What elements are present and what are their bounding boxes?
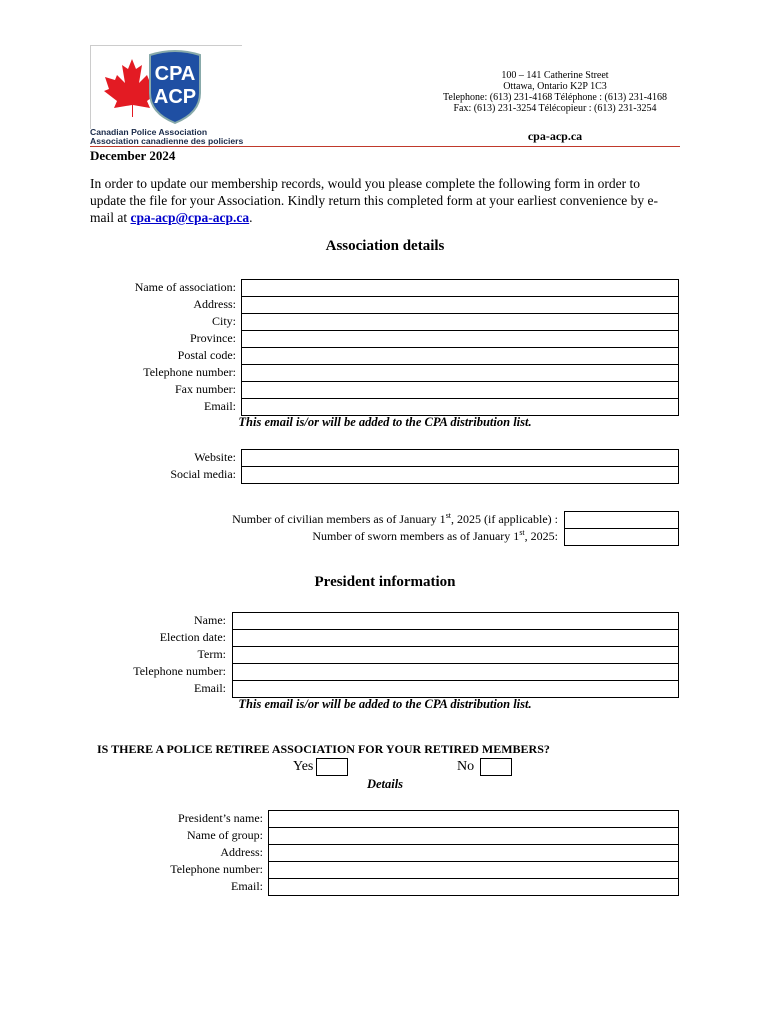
president-email-note: This email is/or will be added to the CPA distribution list. [238, 697, 532, 711]
svg-text:CPA: CPA [154, 63, 196, 85]
president-label-name: Name: [194, 613, 226, 627]
letter-date: December 2024 [90, 148, 176, 163]
president-input-email[interactable] [232, 680, 679, 698]
association-input-city[interactable] [241, 313, 679, 331]
address-line: 100 – 141 Catherine Street [501, 70, 609, 81]
fax-line: Fax: (613) 231-3254 Télécopieur : (613) 231-3254 [453, 103, 657, 114]
no-label: No [457, 759, 475, 774]
association-label-telephone-number: Telephone number: [143, 365, 236, 379]
mailing-address [420, 70, 690, 114]
president-input-name[interactable] [232, 612, 679, 630]
president-label-election-date: Election date: [159, 630, 226, 644]
cpa-logo [90, 45, 242, 145]
president-input-term[interactable] [232, 646, 679, 664]
retiree-input-telephone-number[interactable] [268, 861, 679, 879]
logo-line-fr: Association canadienne des policiers [90, 136, 244, 146]
intro-end: . [249, 210, 253, 225]
association-label-address: Address: [193, 297, 236, 311]
retiree-label-address: Address: [220, 845, 263, 859]
email-link[interactable]: cpa-acp@cpa-acp.ca [130, 210, 250, 225]
intro-text: In order to update our membership records, would you please complete the following form in order to update the file for your Association. Kindly return this completed form at your earliest convenience by e-mail at [90, 176, 658, 225]
association-input-email[interactable] [241, 398, 679, 416]
yes-label: Yes [293, 759, 314, 774]
retiree-label-name-of-group: Name of group: [187, 828, 263, 842]
logo-graphic [90, 45, 242, 129]
association-label-province: Province: [190, 331, 236, 345]
association-label-email: Email: [204, 399, 236, 413]
svg-text:ACP: ACP [153, 86, 197, 108]
association-heading: Association details [325, 238, 445, 254]
sworn-members-label: Number of sworn members as of January 1st, 2025: [312, 528, 558, 543]
association-input-province[interactable] [241, 330, 679, 348]
association-input-address[interactable] [241, 296, 679, 314]
president-label-term: Term: [197, 647, 226, 661]
retiree-label-president-s-name: President’s name: [178, 811, 263, 825]
retiree-input-email[interactable] [268, 878, 679, 896]
intro-paragraph [90, 175, 672, 226]
president-input-election-date[interactable] [232, 629, 679, 647]
association-web-label-social-media: Social media: [170, 467, 236, 481]
civilian-members-input[interactable] [564, 511, 679, 529]
retiree-question: IS THERE A POLICE RETIREE ASSOCIATION FOR YOUR RETIRED MEMBERS? [97, 742, 550, 756]
association-email-note: This email is/or will be added to the CPA distribution list. [238, 415, 532, 429]
association-input-postal-code[interactable] [241, 347, 679, 365]
association-web-input-social-media[interactable] [241, 466, 679, 484]
retiree-label-telephone-number: Telephone number: [170, 862, 263, 876]
association-input-name-of-association[interactable] [241, 279, 679, 297]
no-checkbox[interactable] [480, 758, 512, 776]
address-line: Ottawa, Ontario K2P 1C3 [503, 81, 607, 92]
details-label: Details [366, 777, 404, 791]
association-web-input-website[interactable] [241, 449, 679, 467]
president-label-telephone-number: Telephone number: [133, 664, 226, 678]
civilian-members-label: Number of civilian members as of January 1st, 2025 (if applicable) : [232, 511, 558, 526]
association-label-name-of-association: Name of association: [134, 280, 236, 294]
phone-line: Telephone: (613) 231-4168 Téléphone : (613) 231-4168 [442, 92, 668, 103]
retiree-input-name-of-group[interactable] [268, 827, 679, 845]
retiree-input-president-s-name[interactable] [268, 810, 679, 828]
association-input-fax-number[interactable] [241, 381, 679, 399]
header-divider [90, 146, 680, 147]
retiree-input-address[interactable] [268, 844, 679, 862]
yes-checkbox[interactable] [316, 758, 348, 776]
sworn-members-input[interactable] [564, 528, 679, 546]
association-web-label-website: Website: [194, 450, 236, 464]
president-heading: President information [314, 574, 456, 590]
association-input-telephone-number[interactable] [241, 364, 679, 382]
association-label-postal-code: Postal code: [177, 348, 236, 362]
president-label-email: Email: [194, 681, 226, 695]
association-label-fax-number: Fax number: [175, 382, 236, 396]
retiree-label-email: Email: [231, 879, 263, 893]
logo-line-en: Canadian Police Association [90, 127, 208, 137]
logo-text [90, 128, 243, 146]
association-label-city: City: [211, 314, 236, 328]
president-input-telephone-number[interactable] [232, 663, 679, 681]
website-label: cpa-acp.ca [527, 129, 583, 143]
